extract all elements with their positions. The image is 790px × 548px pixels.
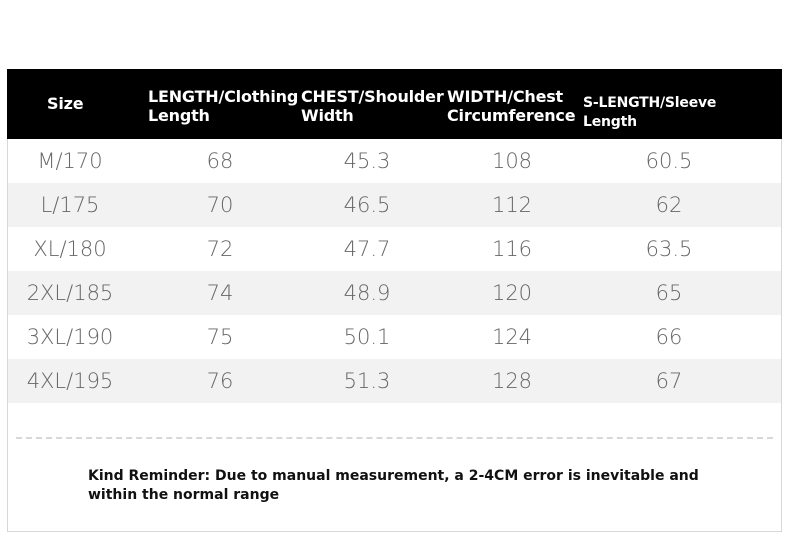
cell-sleeve: 60.5 — [645, 149, 693, 173]
cell-width: 112 — [491, 193, 533, 217]
cell-length: 74 — [206, 281, 234, 305]
cell-size: XL/180 — [33, 237, 107, 261]
cell-sleeve: 66 — [655, 325, 683, 349]
cell-chest: 48.9 — [343, 281, 391, 305]
cell-length: 75 — [206, 325, 234, 349]
header-length: LENGTH/Clothing Length — [148, 87, 299, 125]
cell-width: 116 — [491, 237, 533, 261]
header-size: Size — [47, 94, 84, 113]
cell-chest: 46.5 — [343, 193, 391, 217]
table-header — [7, 69, 782, 139]
dashed-divider — [16, 437, 773, 439]
cell-size: 3XL/190 — [26, 325, 114, 349]
cell-width: 120 — [491, 281, 533, 305]
cell-sleeve: 63.5 — [645, 237, 693, 261]
cell-sleeve: 65 — [655, 281, 683, 305]
table-row — [8, 139, 781, 183]
cell-chest: 47.7 — [343, 237, 391, 261]
cell-chest: 45.3 — [343, 149, 391, 173]
cell-length: 70 — [206, 193, 234, 217]
cell-length: 72 — [206, 237, 234, 261]
cell-chest: 50.1 — [343, 325, 391, 349]
table-row — [8, 227, 781, 271]
cell-size: 4XL/195 — [26, 369, 114, 393]
cell-sleeve: 62 — [655, 193, 683, 217]
cell-length: 76 — [206, 369, 234, 393]
cell-size: 2XL/185 — [26, 281, 114, 305]
cell-length: 68 — [206, 149, 234, 173]
table-row — [8, 315, 781, 359]
cell-width: 124 — [491, 325, 533, 349]
table-row — [8, 359, 781, 403]
table-row — [8, 183, 781, 227]
cell-size: M/170 — [37, 149, 103, 173]
kind-reminder-note: Kind Reminder: Due to manual measurement, a 2-4CM error is inevitable and within the normal range — [88, 468, 699, 503]
cell-width: 128 — [491, 369, 533, 393]
header-width: WIDTH/Chest Circumference — [447, 87, 576, 125]
cell-chest: 51.3 — [343, 369, 391, 393]
table-row — [8, 271, 781, 315]
header-sleeve: S-LENGTH/Sleeve Length — [583, 95, 717, 130]
cell-width: 108 — [491, 149, 533, 173]
cell-sleeve: 67 — [655, 369, 683, 393]
header-chest: CHEST/Shoulder Width — [301, 87, 444, 125]
cell-size: L/175 — [40, 193, 100, 217]
